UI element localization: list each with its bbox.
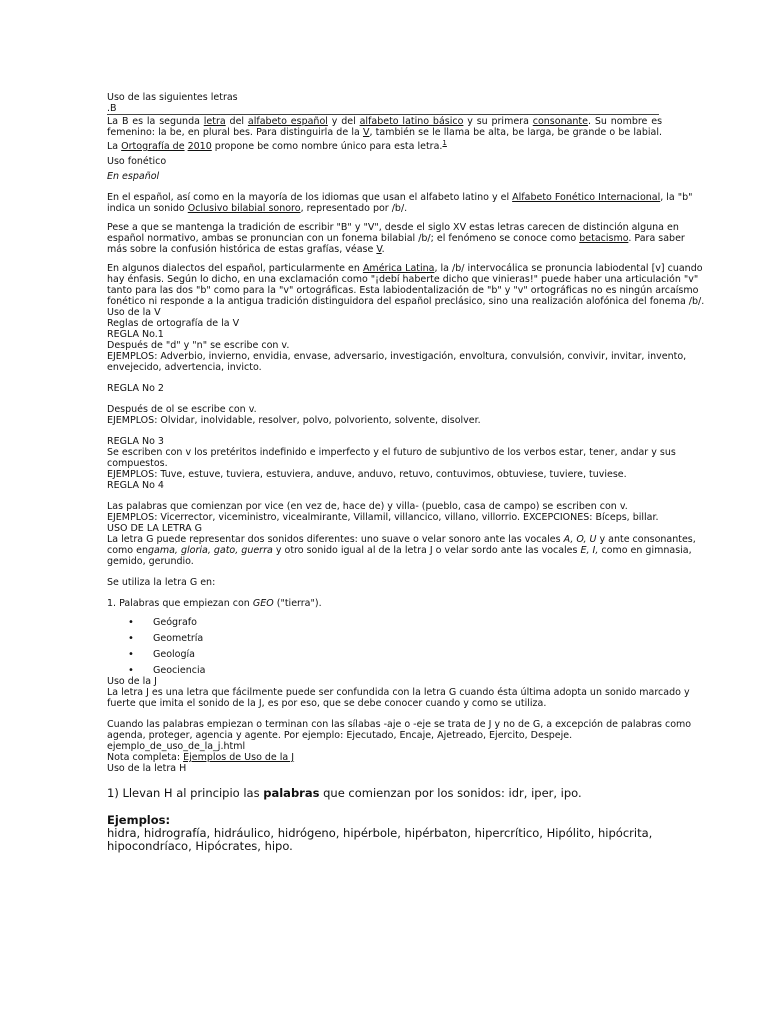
geo-word-list bbox=[107, 617, 662, 676]
list-item: • Geociencia bbox=[128, 665, 206, 676]
b-paragraph-3: En algunos dialectos del español, particularmente en América Latina, la /b/ intervocálica se pronuncia labiodental [v] cuando hay énfasis. Según lo dicho, en una exclamación como "¡debí haberte dicho que vinieras!" puede haber una articulación "v" tanto para las dos "b" como para la "v" ortográficas. Esta labiodentalización de "b" y "v" ortográficas no es ningún arcaísmo fonético ni responde a la antigua tradición distinguidora del español preclásico, sino una realización alofónica del fonema /b/. bbox=[107, 263, 705, 307]
h-examples-line-2: hipocondríaco, Hipócrates, hipo. bbox=[107, 839, 293, 853]
link-v-2[interactable]: V bbox=[376, 244, 382, 255]
rule-1-examples: EJEMPLOS: Adverbio, invierno, envidia, envase, adversario, investigación, envoltura, convulsión, convivir, invitar, invento, bbox=[107, 351, 687, 362]
h-rule-1: 1) Llevan H al principio las palabras que comienzan por los sonidos: idr, iper, ipo. bbox=[107, 786, 582, 800]
rule-2-examples: EJEMPLOS: Olvidar, inolvidable, resolver, polvo, polvoriento, solvente, disolver. bbox=[107, 415, 481, 426]
document-page bbox=[107, 92, 705, 853]
rule-1-text: Después de "d" y "n" se escribe con v. bbox=[107, 340, 290, 351]
letter-b-heading: .B bbox=[107, 103, 659, 115]
link-betacismo[interactable]: betacismo bbox=[579, 233, 629, 244]
g-paragraph-line-2: como engama, gloria, gato, guerra y otro sonido igual al de la letra J o velar sordo ante las vocales E, I, como en gimnasia, bbox=[107, 545, 692, 556]
link-alfabeto-latino[interactable]: alfabeto latino básico bbox=[359, 116, 464, 127]
j-file-name: ejemplo_de_uso_de_la_j.html bbox=[107, 741, 246, 752]
b-paragraph-2: Pese a que se mantenga la tradición de escribir "B" y "V", desde el siglo XV estas letras carecen de distinción alguna en español normativo, ambas se pronuncian con un fonema bilabial /b/; el fenómeno se conoce como betacismo. Para saber más sobre la confusión histórica de estas grafías, véase V. bbox=[107, 222, 685, 255]
rule-1-examples-cont: envejecido, advertencia, invicto. bbox=[107, 362, 262, 373]
list-item: • Geógrafo bbox=[128, 617, 197, 628]
h-examples-line-1: hidra, hidrografía, hidráulico, hidrógeno, hipérbole, hipérbaton, hipercrítico, Hipólito, hipócrita, bbox=[107, 826, 653, 840]
g-paragraph-line-3: gemido, gerundio. bbox=[107, 556, 194, 567]
link-america-latina[interactable]: América Latina bbox=[362, 263, 435, 274]
link-letra[interactable]: letra bbox=[203, 116, 226, 127]
bullet-icon: • bbox=[128, 649, 134, 660]
en-espanol-heading: En español bbox=[107, 171, 160, 182]
list-item: • Geometría bbox=[128, 633, 204, 644]
footnote-ref[interactable]: 1 bbox=[442, 139, 447, 147]
h-heading: Uso de la letra H bbox=[107, 763, 187, 774]
bullet-icon: • bbox=[128, 617, 134, 628]
g-item-1: 1. Palabras que empiezan con GEO ("tierra"). bbox=[107, 598, 322, 609]
rule-4-text: Las palabras que comienzan por vice (en vez de, hace de) y villa- (pueblo, casa de campo) se escriben con v. bbox=[107, 501, 628, 512]
j-paragraph-1-line-1: La letra J es una letra que fácilmente puede ser confundida con la letra G cuando ésta última adopta un sonido marcado y bbox=[107, 687, 690, 698]
g-heading: USO DE LA LETRA G bbox=[107, 523, 203, 534]
rule-2-title: REGLA No 2 bbox=[107, 383, 164, 394]
link-ortografia[interactable]: Ortografía de bbox=[121, 141, 185, 152]
rule-4-title: REGLA No 4 bbox=[107, 480, 164, 491]
uso-fonetico-heading: Uso fonético bbox=[107, 156, 167, 167]
bullet-icon: • bbox=[128, 665, 134, 676]
rule-3-title: REGLA No 3 bbox=[107, 436, 164, 447]
list-item: • Geología bbox=[128, 649, 195, 660]
j-paragraph-1-line-2: fuerte que imita el sonido de la J, es por eso, que se debe conocer cuando y como se utiliza. bbox=[107, 698, 547, 709]
j-note: Nota completa: Ejemplos de Uso de la J bbox=[107, 752, 295, 763]
rule-3-text-cont: compuestos. bbox=[107, 458, 168, 469]
rule-3-examples: EJEMPLOS: Tuve, estuve, tuviera, estuviera, anduve, anduvo, retuvo, contuvimos, obtuviese, tuviere, tuviese. bbox=[107, 469, 627, 480]
j-paragraph-2-line-2: agenda, proteger, agencia y agente. Por ejemplo: Ejecutado, Encaje, Ajetreado, Ejercito, Despeje. bbox=[107, 730, 573, 741]
link-oclusivo[interactable]: Oclusivo bilabial sonoro bbox=[187, 203, 301, 214]
b-paragraph-1: En el español, así como en la mayoría de los idiomas que usan el alfabeto latino y el Alfabeto Fonético Internacional, la "b" indica un sonido Oclusivo bilabial sonoro, representado por /b/. bbox=[107, 192, 693, 214]
g-paragraph-line-1: La letra G puede representar dos sonidos diferentes: uno suave o velar sonoro ante las vocales A, O, U y ante consonantes, bbox=[107, 534, 696, 545]
j-heading: Uso de la J bbox=[107, 676, 157, 687]
link-afi[interactable]: Alfabeto Fonético Internacional bbox=[512, 192, 661, 203]
b-intro-paragraph: La B es la segunda letra del alfabeto español y del alfabeto latino básico y su primera consonante. Su nombre es femenino: la be, en plural bes. Para distinguirla de la V, también se le llama be alta, be larga, be grande o be labial. La Ortografía de 2010 propone be como nombre único para esta letra.$^1$ bbox=[107, 116, 663, 152]
link-consonante[interactable]: consonante bbox=[532, 116, 589, 127]
link-alfabeto-espanol[interactable]: alfabeto español bbox=[247, 116, 328, 127]
link-ortografia-year[interactable]: 2010 bbox=[187, 141, 212, 152]
j-paragraph-2-line-1: Cuando las palabras empiezan o terminan con las sílabas -aje o -eje se trata de J y no de G, a excepción de palabras como bbox=[107, 719, 692, 730]
doc-heading: Uso de las siguientes letras bbox=[107, 92, 238, 103]
g-uses-intro: Se utiliza la letra G en: bbox=[107, 577, 216, 588]
v-subheading: Reglas de ortografía de la V bbox=[107, 318, 240, 329]
rule-3-text: Se escriben con v los pretéritos indefinido e imperfecto y el futuro de subjuntivo de los verbos estar, tener, andar y sus bbox=[107, 447, 676, 458]
rule-2-text: Después de ol se escribe con v. bbox=[107, 404, 257, 415]
rule-1-title: REGLA No.1 bbox=[107, 329, 164, 340]
link-ejemplos-j[interactable]: Ejemplos de Uso de la J bbox=[183, 752, 295, 763]
link-v[interactable]: V bbox=[362, 127, 370, 138]
rule-4-examples: EJEMPLOS: Vicerrector, viceministro, vicealmirante, Villamil, villancico, villano, villorrio. EXCEPCIONES: Bíceps, billar. bbox=[107, 512, 659, 523]
v-heading: Uso de la V bbox=[107, 307, 161, 318]
bullet-icon: • bbox=[128, 633, 134, 644]
h-examples-title: Ejemplos: bbox=[107, 813, 171, 827]
